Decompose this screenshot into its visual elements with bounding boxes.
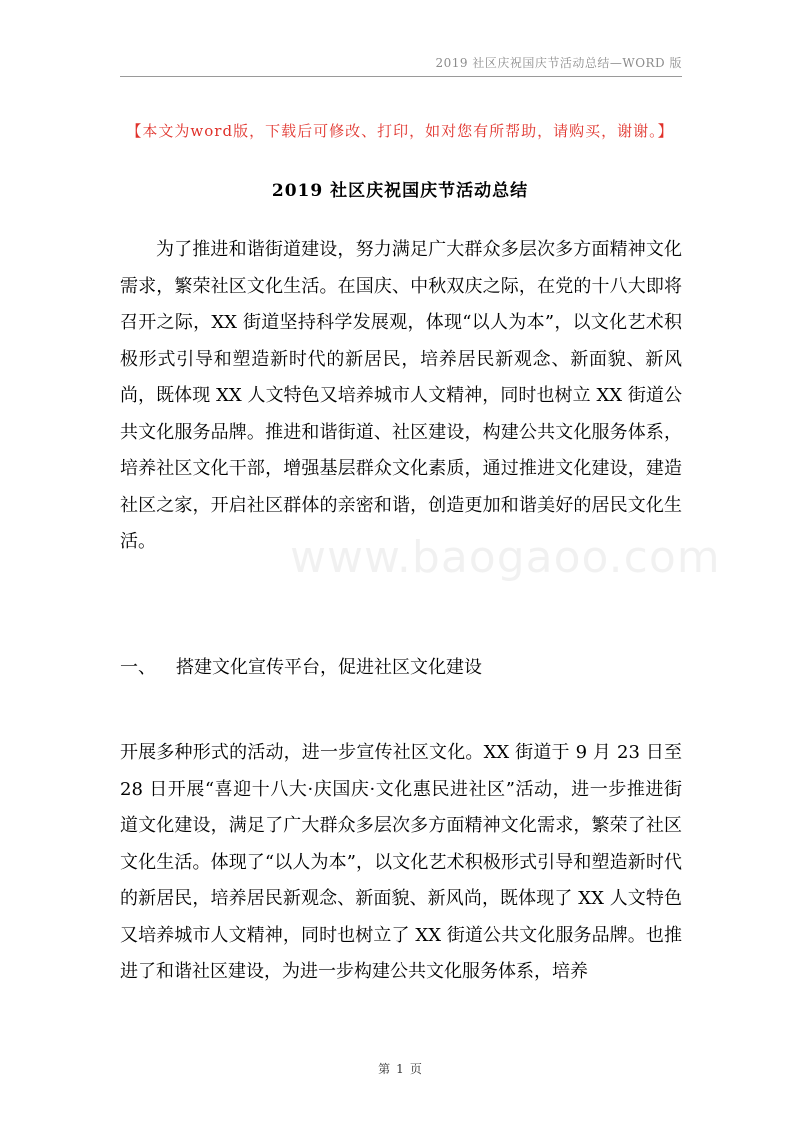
running-header: 2019 社区庆祝国庆节活动总结—WORD 版 xyxy=(435,56,682,70)
header-divider xyxy=(120,76,682,77)
section-heading-number: 一、 xyxy=(120,657,156,678)
page-number: 1 xyxy=(396,1062,404,1076)
section-body-paragraph: 开展多种形式的活动，进一步宣传社区文化。XX 街道于 9 月 23 日至 28 日开展“喜迎十八大·庆国庆·文化惠民进社区”活动，进一步推进街道文化建设，满足了广大群众多层次多方面精神文化需求，繁荣了社区文化生活。体现了“以人为本”，以文化艺术积极形式引导和塑造新时代的新居民，培养居民新观念、新面貌、新风尚，既体现了 XX 人文特色又培养城市人文精神，同时也树立了 XX 街道公共文化服务品牌。也推进了和谐社区建设，为进一步构建公共文化服务体系，培养 xyxy=(120,742,682,982)
watermark: www.baogaoo.com xyxy=(290,532,721,583)
intro-paragraph: 为了推进和谐街道建设，努力满足广大群众多层次多方面精神文化需求，繁荣社区文化生活。在国庆、中秋双庆之际，在党的十八大即将召开之际，XX 街道坚持科学发展观，体现“以人为本”，以文化艺术积极形式引导和塑造新时代的新居民，培养居民新观念、新面貌、新风尚，既体现 XX 人文特色又培养城市人文精神，同时也树立 XX 街道公共文化服务品牌。推进和谐街道、社区建设，构建公共文化服务体系，培养社区文化干部，增强基层群众文化素质，通过推进文化建设，建造社区之家，开启社区群体的亲密和谐，创造更加和谐美好的居民文化生活。 xyxy=(120,239,682,552)
section-heading xyxy=(120,650,682,687)
page-prefix: 第 xyxy=(378,1062,391,1076)
document-title: 2019 社区庆祝国庆节活动总结 xyxy=(271,181,529,201)
purchase-notice: 【本文为word版，下载后可修改、打印，如对您有所帮助，请购买，谢谢。】 xyxy=(126,122,674,140)
page-suffix: 页 xyxy=(409,1062,422,1076)
section-heading-text: 搭建文化宣传平台，促进社区文化建设 xyxy=(176,657,482,678)
page-footer xyxy=(100,1060,700,1077)
